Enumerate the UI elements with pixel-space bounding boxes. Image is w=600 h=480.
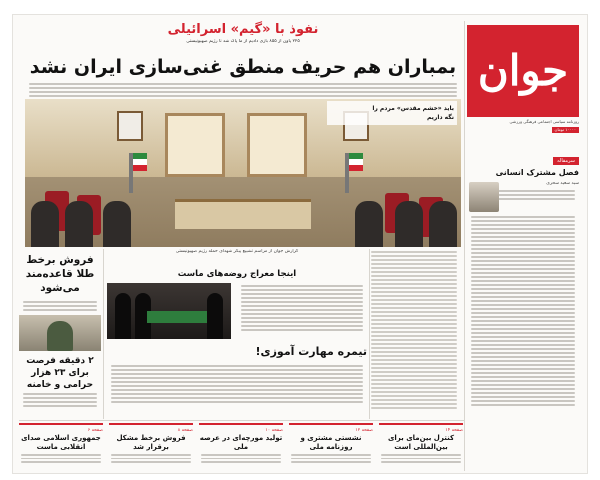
photo-caption[interactable] [327, 101, 457, 125]
masthead-logo[interactable] [467, 25, 579, 117]
teaser-headline: کنترل بین‌مای برای بین‌المللی است [387, 434, 455, 451]
author-avatar [469, 182, 499, 212]
right-text-column [367, 249, 461, 419]
teaser-headline: تولید مورچه‌ای در عرصه ملی [199, 434, 283, 451]
military-headline[interactable]: ۲ دقیقه فرصت برای ۲۳ هزار حرامی و خامنه [26, 356, 94, 390]
teaser-tag: صفحه ۱۰ [265, 428, 283, 433]
conference-table [175, 199, 311, 229]
teaser[interactable] [109, 423, 193, 471]
left-column [19, 249, 101, 419]
report-caption: گزارش جوان از مراسم تشییع پیکر شهدای حمله رژیم صهیونیستی [175, 249, 299, 254]
masthead-meta [467, 119, 579, 133]
skills-headline[interactable]: تیمره مهارت آموزی! [255, 345, 367, 358]
top-body-text [25, 81, 461, 99]
editorial-sidebar [467, 147, 579, 467]
report-body [237, 283, 367, 343]
portrait-frame [117, 111, 143, 141]
editorial-headline[interactable]: فصل مشترک انسانی [495, 168, 579, 177]
teaser[interactable] [289, 423, 373, 471]
logo-text: جوان [477, 46, 569, 95]
top-kicker[interactable]: نفوذ با «گیم» اسرائیلی [167, 22, 319, 37]
military-photo [19, 315, 101, 351]
column-divider [464, 21, 465, 471]
teaser-tag: صفحه ۱۴ [445, 428, 463, 433]
teaser-headline: فروش برخط مشکل برقرار شد [116, 434, 186, 451]
price-badge: ۱۰۰۰۰ تومان [552, 127, 580, 133]
funeral-photo [107, 283, 231, 339]
teaser[interactable] [379, 423, 463, 471]
teaser-tag: صفحه ۸ [177, 428, 193, 433]
teaser[interactable] [19, 423, 103, 471]
masthead-tagline: روزنامه سیاسی اجتماعی فرهنگی ورزشی [509, 119, 579, 124]
teaser-headline: جمهوری اسلامی صدای انقلابی ماست [21, 434, 101, 451]
bottom-teasers [19, 423, 463, 471]
flag-icon [345, 153, 349, 193]
row-divider [19, 420, 465, 421]
teaser-tag: صفحه ۶ [87, 428, 103, 433]
teaser-tag: صفحه ۱۲ [355, 428, 373, 433]
column-divider [103, 249, 104, 419]
skills-body [107, 363, 367, 413]
flag-icon [129, 153, 133, 193]
middle-column [107, 249, 367, 419]
report-headline[interactable]: اینجا معراج روضه‌های ماست [177, 269, 297, 279]
newspaper-front-page [12, 14, 588, 474]
main-headline[interactable]: بمباران هم حریف منطق غنی‌سازی ایران نشد [29, 56, 457, 78]
teaser-headline: نشستی مشتری و روزنامه ملی [300, 434, 362, 451]
author-name: سید سعید سحری [546, 181, 579, 186]
teaser[interactable] [199, 423, 283, 471]
top-lead: ۲۲۵ پاون از ۸۵۵ بازی دادیم از ما پاک شد تا رژیم صهیونیستی [186, 39, 300, 44]
gold-headline[interactable]: فروش برخط طلا قاعده‌مند می‌شود [25, 254, 95, 294]
caption-line-2: نگه داریم [426, 114, 454, 121]
caption-line-1: باید «خشم مقدس» مردم را [372, 105, 454, 112]
editorial-tag: سرمقاله [553, 157, 579, 165]
column-divider [369, 249, 370, 419]
editorial-body [467, 214, 579, 474]
